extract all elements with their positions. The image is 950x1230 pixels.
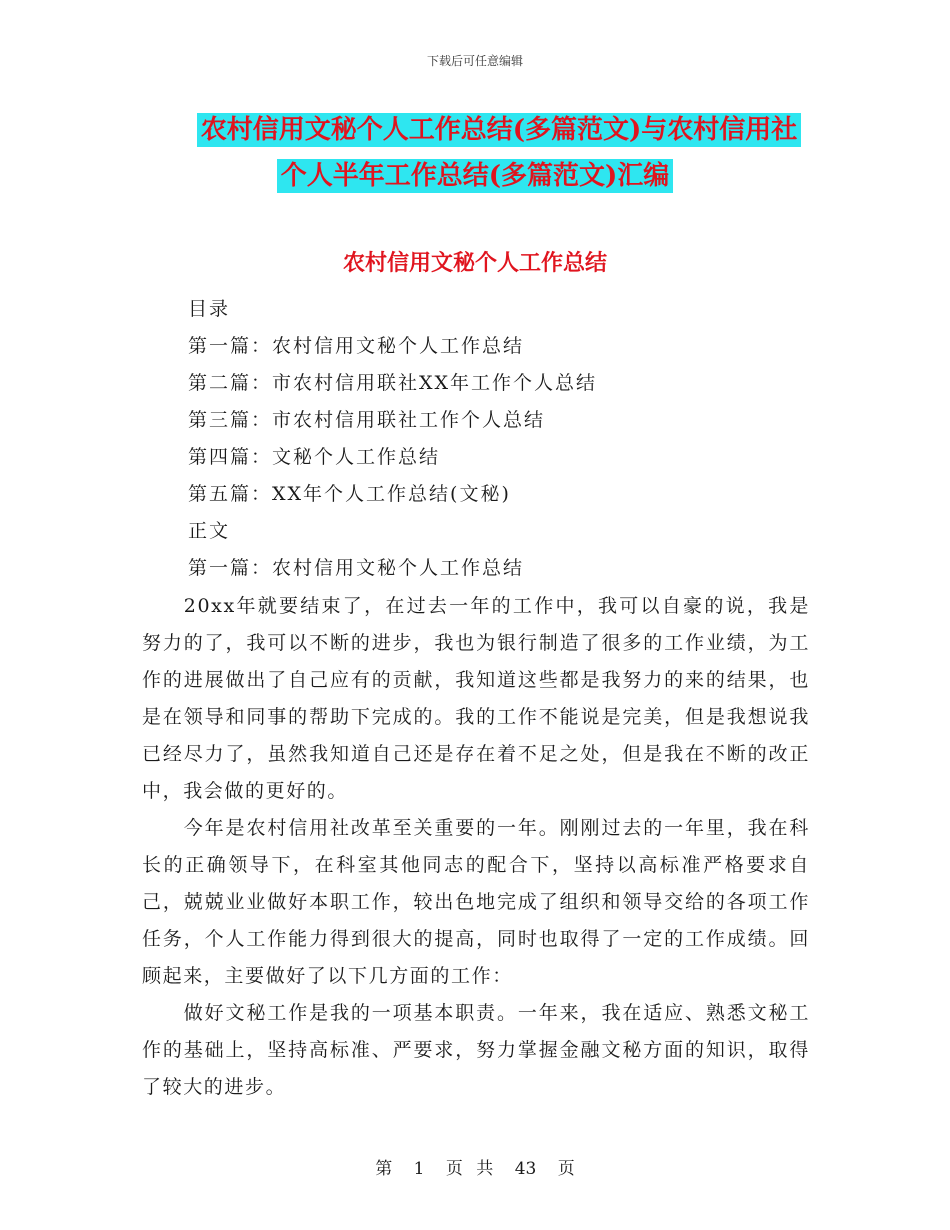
table-of-contents [188, 294, 597, 590]
header-note: 下载后可任意编辑 [426, 54, 523, 68]
first-article-heading: 第一篇：农村信用文秘个人工作总结 [188, 557, 525, 579]
page-footer [0, 1154, 950, 1179]
toc-heading: 目录 [188, 298, 231, 320]
toc-item-3: 第三篇：市农村信用联社工作个人总结 [188, 409, 546, 431]
page-total: 43 [514, 1159, 537, 1179]
paragraph-2: 今年是农村信用社改革至关重要的一年。刚刚过去的一年里，我在科长的正确领导下，在科室其他同志的配合下，坚持以高标准严格要求自己，兢兢业业做好本职工作，较出色地完成了组织和领导交给的各项工作任务，个人工作能力得到很大的提高，同时也取得了一定的工作成绩。回顾起来，主要做好了以下几方面的工作： [142, 817, 810, 987]
section-title: 农村信用文秘个人工作总结 [342, 250, 607, 276]
document-title-line-1: 农村信用文秘个人工作总结(多篇范文)与农村信用社 [0, 110, 950, 150]
toc-item-4: 第四篇：文秘个人工作总结 [188, 446, 441, 468]
paragraph-3: 做好文秘工作是我的一项基本职责。一年来，我在适应、熟悉文秘工作的基础上，坚持高标准、严要求，努力掌握金融文秘方面的知识，取得了较大的进步。 [142, 1002, 810, 1098]
footer-prefix: 第 [375, 1159, 393, 1179]
body-heading: 正文 [188, 520, 231, 542]
footer-suffix: 页 [557, 1159, 575, 1179]
body-text [142, 588, 810, 1106]
document-title-line-2: 个人半年工作总结(多篇范文)汇编 [0, 156, 950, 196]
toc-item-5: 第五篇：XX年个人工作总结(文秘) [188, 483, 511, 505]
page-number: 1 [413, 1159, 425, 1179]
paragraph-1: 20xx年就要结束了，在过去一年的工作中，我可以自豪的说，我是努力的了，我可以不断的进步，我也为银行制造了很多的工作业绩，为工作的进展做出了自己应有的贡献，我知道这些都是我努力的来的结果，也是在领导和同事的帮助下完成的。我的工作不能说是完美，但是我想说我已经尽力了，虽然我知道自己还是存在着不足之处，但是我在不断的改正中，我会做的更好的。 [142, 595, 810, 802]
toc-item-2: 第二篇：市农村信用联社XX年工作个人总结 [188, 372, 598, 394]
toc-item-1: 第一篇：农村信用文秘个人工作总结 [188, 335, 525, 357]
footer-middle: 页 共 [445, 1159, 494, 1179]
